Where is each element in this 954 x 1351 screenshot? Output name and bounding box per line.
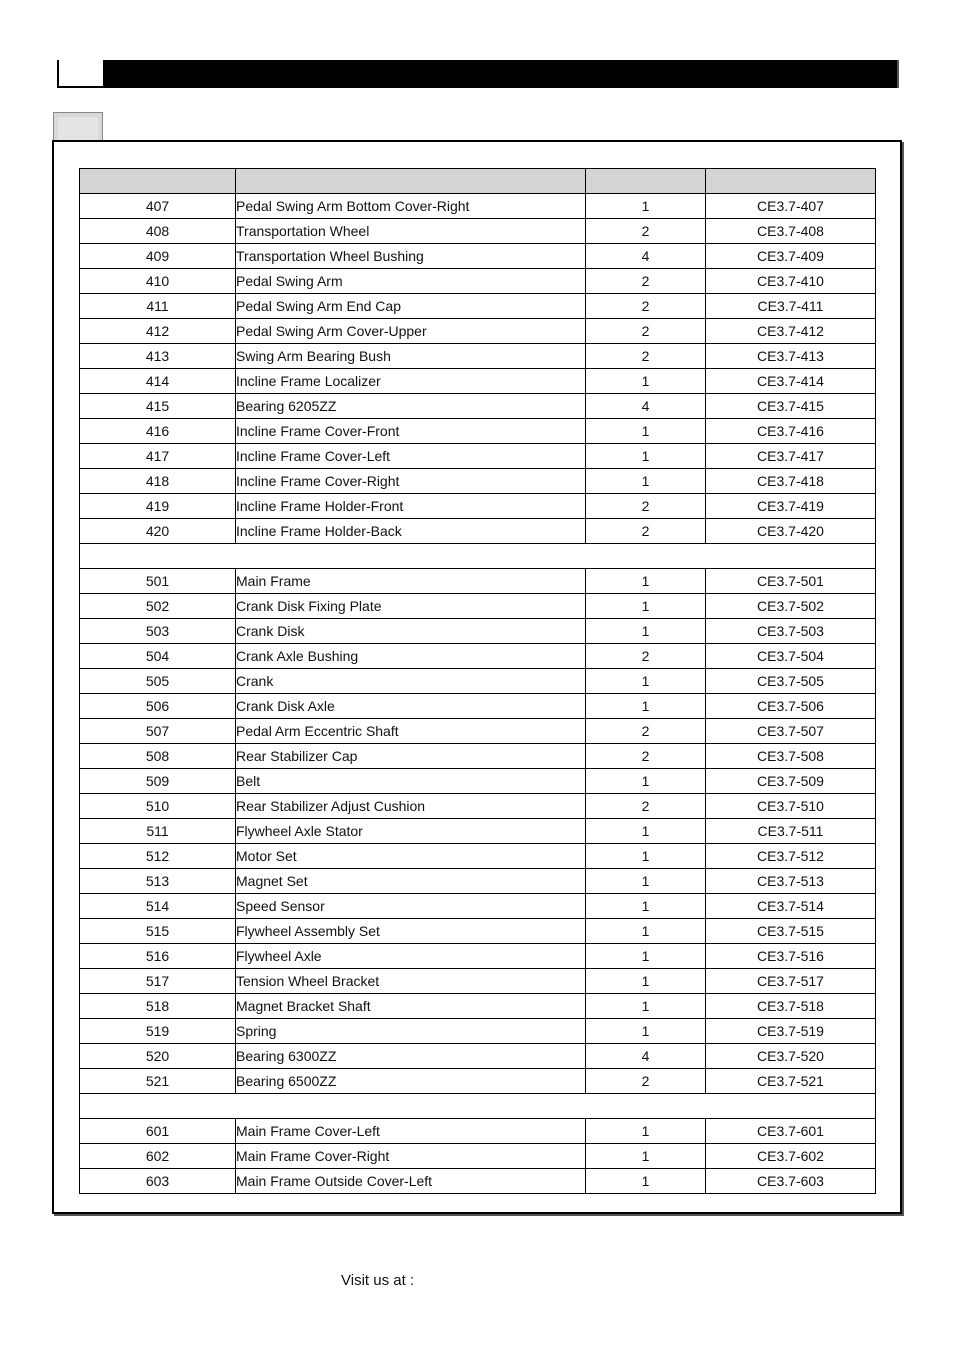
description-cell: Pedal Swing Arm Cover-Upper	[236, 319, 586, 344]
description-cell: Transportation Wheel	[236, 219, 586, 244]
table-row	[80, 419, 876, 444]
description-cell: Belt	[236, 769, 586, 794]
part-number-cell: 417	[80, 444, 236, 469]
part-code-cell: CE3.7-412	[706, 319, 876, 344]
quantity-cell: 1	[586, 994, 706, 1019]
quantity-cell: 2	[586, 644, 706, 669]
part-code-cell: CE3.7-517	[706, 969, 876, 994]
table-row	[80, 369, 876, 394]
quantity-cell: 1	[586, 369, 706, 394]
quantity-cell: 1	[586, 819, 706, 844]
part-number-cell: 514	[80, 894, 236, 919]
quantity-cell: 4	[586, 1044, 706, 1069]
part-code-cell: CE3.7-505	[706, 669, 876, 694]
table-row	[80, 994, 876, 1019]
table-row	[80, 569, 876, 594]
part-number-cell: 504	[80, 644, 236, 669]
part-number-cell: 521	[80, 1069, 236, 1094]
description-cell: Rear Stabilizer Cap	[236, 744, 586, 769]
part-number-cell: 418	[80, 469, 236, 494]
part-code-cell: CE3.7-503	[706, 619, 876, 644]
table-row	[80, 269, 876, 294]
quantity-cell: 2	[586, 494, 706, 519]
part-number-cell: 419	[80, 494, 236, 519]
part-number-cell: 414	[80, 369, 236, 394]
quantity-cell: 2	[586, 319, 706, 344]
part-code-cell: CE3.7-407	[706, 194, 876, 219]
table-group-separator-row	[80, 544, 876, 569]
table-row	[80, 444, 876, 469]
quantity-cell: 2	[586, 744, 706, 769]
quantity-cell: 1	[586, 569, 706, 594]
part-number-cell: 507	[80, 719, 236, 744]
part-number-cell: 516	[80, 944, 236, 969]
part-number-cell: 420	[80, 519, 236, 544]
table-row	[80, 319, 876, 344]
table-row	[80, 394, 876, 419]
part-code-cell: CE3.7-506	[706, 694, 876, 719]
table-row	[80, 844, 876, 869]
quantity-cell: 1	[586, 1019, 706, 1044]
description-cell: Rear Stabilizer Adjust Cushion	[236, 794, 586, 819]
part-code-cell: CE3.7-415	[706, 394, 876, 419]
header-description	[236, 169, 586, 194]
table-row	[80, 719, 876, 744]
table-row	[80, 919, 876, 944]
quantity-cell: 1	[586, 444, 706, 469]
part-number-cell: 513	[80, 869, 236, 894]
footer-visit-text: Visit us at :	[341, 1272, 415, 1289]
part-number-cell: 407	[80, 194, 236, 219]
part-number-cell: 415	[80, 394, 236, 419]
header-corner-box	[57, 60, 103, 88]
table-row	[80, 819, 876, 844]
description-cell: Pedal Arm Eccentric Shaft	[236, 719, 586, 744]
part-number-cell: 413	[80, 344, 236, 369]
quantity-cell: 1	[586, 469, 706, 494]
quantity-cell: 2	[586, 519, 706, 544]
part-code-cell: CE3.7-603	[706, 1169, 876, 1194]
quantity-cell: 2	[586, 1069, 706, 1094]
table-row	[80, 1019, 876, 1044]
table-row	[80, 244, 876, 269]
table-row	[80, 519, 876, 544]
part-number-cell: 515	[80, 919, 236, 944]
quantity-cell: 1	[586, 844, 706, 869]
description-cell: Pedal Swing Arm Bottom Cover-Right	[236, 194, 586, 219]
quantity-cell: 2	[586, 294, 706, 319]
header-title-bar	[103, 60, 899, 88]
quantity-cell: 2	[586, 794, 706, 819]
part-code-cell: CE3.7-414	[706, 369, 876, 394]
quantity-cell: 1	[586, 869, 706, 894]
table-row	[80, 1119, 876, 1144]
description-cell: Swing Arm Bearing Bush	[236, 344, 586, 369]
quantity-cell: 2	[586, 269, 706, 294]
description-cell: Main Frame	[236, 569, 586, 594]
description-cell: Pedal Swing Arm	[236, 269, 586, 294]
table-row	[80, 469, 876, 494]
table-row	[80, 769, 876, 794]
description-cell: Crank Disk Fixing Plate	[236, 594, 586, 619]
table-row	[80, 494, 876, 519]
description-cell: Incline Frame Localizer	[236, 369, 586, 394]
parts-table	[79, 168, 876, 1194]
description-cell: Bearing 6205ZZ	[236, 394, 586, 419]
description-cell: Tension Wheel Bracket	[236, 969, 586, 994]
table-row	[80, 894, 876, 919]
table-row	[80, 194, 876, 219]
quantity-cell: 1	[586, 1144, 706, 1169]
part-code-cell: CE3.7-520	[706, 1044, 876, 1069]
description-cell: Crank Disk Axle	[236, 694, 586, 719]
part-code-cell: CE3.7-514	[706, 894, 876, 919]
description-cell: Main Frame Cover-Left	[236, 1119, 586, 1144]
part-code-cell: CE3.7-501	[706, 569, 876, 594]
part-number-cell: 416	[80, 419, 236, 444]
table-row	[80, 594, 876, 619]
quantity-cell: 1	[586, 594, 706, 619]
table-row	[80, 944, 876, 969]
part-code-cell: CE3.7-409	[706, 244, 876, 269]
table-row	[80, 869, 876, 894]
part-code-cell: CE3.7-419	[706, 494, 876, 519]
description-cell: Crank Axle Bushing	[236, 644, 586, 669]
table-row	[80, 619, 876, 644]
description-cell: Spring	[236, 1019, 586, 1044]
table-row	[80, 744, 876, 769]
parts-table-body	[80, 194, 876, 1194]
quantity-cell: 1	[586, 769, 706, 794]
table-row	[80, 219, 876, 244]
part-number-cell: 410	[80, 269, 236, 294]
part-code-cell: CE3.7-510	[706, 794, 876, 819]
part-number-cell: 520	[80, 1044, 236, 1069]
part-number-cell: 602	[80, 1144, 236, 1169]
part-code-cell: CE3.7-521	[706, 1069, 876, 1094]
table-row	[80, 1044, 876, 1069]
quantity-cell: 1	[586, 419, 706, 444]
description-cell: Incline Frame Holder-Front	[236, 494, 586, 519]
quantity-cell: 4	[586, 244, 706, 269]
quantity-cell: 1	[586, 619, 706, 644]
group-separator-cell	[80, 544, 876, 569]
description-cell: Bearing 6300ZZ	[236, 1044, 586, 1069]
part-number-cell: 601	[80, 1119, 236, 1144]
description-cell: Magnet Bracket Shaft	[236, 994, 586, 1019]
part-code-cell: CE3.7-411	[706, 294, 876, 319]
description-cell: Transportation Wheel Bushing	[236, 244, 586, 269]
table-row	[80, 794, 876, 819]
description-cell: Speed Sensor	[236, 894, 586, 919]
header-quantity	[586, 169, 706, 194]
quantity-cell: 1	[586, 1169, 706, 1194]
part-number-cell: 519	[80, 1019, 236, 1044]
part-code-cell: CE3.7-408	[706, 219, 876, 244]
part-code-cell: CE3.7-504	[706, 644, 876, 669]
part-number-cell: 411	[80, 294, 236, 319]
part-code-cell: CE3.7-601	[706, 1119, 876, 1144]
table-group-separator-row	[80, 1094, 876, 1119]
part-code-cell: CE3.7-511	[706, 819, 876, 844]
quantity-cell: 2	[586, 344, 706, 369]
description-cell: Flywheel Assembly Set	[236, 919, 586, 944]
part-code-cell: CE3.7-516	[706, 944, 876, 969]
header-part-no	[80, 169, 236, 194]
part-code-cell: CE3.7-507	[706, 719, 876, 744]
quantity-cell: 1	[586, 969, 706, 994]
part-number-cell: 511	[80, 819, 236, 844]
part-number-cell: 408	[80, 219, 236, 244]
part-code-cell: CE3.7-508	[706, 744, 876, 769]
quantity-cell: 1	[586, 894, 706, 919]
table-row	[80, 1144, 876, 1169]
quantity-cell: 1	[586, 919, 706, 944]
part-code-cell: CE3.7-509	[706, 769, 876, 794]
quantity-cell: 1	[586, 669, 706, 694]
part-code-cell: CE3.7-512	[706, 844, 876, 869]
part-number-cell: 517	[80, 969, 236, 994]
part-number-cell: 501	[80, 569, 236, 594]
part-code-cell: CE3.7-410	[706, 269, 876, 294]
part-code-cell: CE3.7-413	[706, 344, 876, 369]
part-number-cell: 510	[80, 794, 236, 819]
quantity-cell: 2	[586, 719, 706, 744]
quantity-cell: 1	[586, 694, 706, 719]
quantity-cell: 1	[586, 194, 706, 219]
description-cell: Incline Frame Cover-Right	[236, 469, 586, 494]
part-number-cell: 502	[80, 594, 236, 619]
description-cell: Main Frame Cover-Right	[236, 1144, 586, 1169]
description-cell: Motor Set	[236, 844, 586, 869]
table-row	[80, 294, 876, 319]
part-number-cell: 506	[80, 694, 236, 719]
part-code-cell: CE3.7-519	[706, 1019, 876, 1044]
table-row	[80, 969, 876, 994]
description-cell: Incline Frame Cover-Left	[236, 444, 586, 469]
table-row	[80, 669, 876, 694]
part-code-cell: CE3.7-418	[706, 469, 876, 494]
part-number-cell: 512	[80, 844, 236, 869]
description-cell: Magnet Set	[236, 869, 586, 894]
quantity-cell: 4	[586, 394, 706, 419]
quantity-cell: 2	[586, 219, 706, 244]
part-number-cell: 503	[80, 619, 236, 644]
part-code-cell: CE3.7-417	[706, 444, 876, 469]
part-number-cell: 518	[80, 994, 236, 1019]
part-number-cell: 509	[80, 769, 236, 794]
part-code-cell: CE3.7-602	[706, 1144, 876, 1169]
part-code-cell: CE3.7-515	[706, 919, 876, 944]
description-cell: Incline Frame Cover-Front	[236, 419, 586, 444]
part-number-cell: 508	[80, 744, 236, 769]
quantity-cell: 1	[586, 1119, 706, 1144]
quantity-cell: 1	[586, 944, 706, 969]
table-header-row	[80, 169, 876, 194]
description-cell: Main Frame Outside Cover-Left	[236, 1169, 586, 1194]
part-number-cell: 409	[80, 244, 236, 269]
group-separator-cell	[80, 1094, 876, 1119]
description-cell: Crank Disk	[236, 619, 586, 644]
description-cell: Crank	[236, 669, 586, 694]
description-cell: Incline Frame Holder-Back	[236, 519, 586, 544]
part-number-cell: 412	[80, 319, 236, 344]
table-row	[80, 644, 876, 669]
description-cell: Flywheel Axle Stator	[236, 819, 586, 844]
part-number-cell: 603	[80, 1169, 236, 1194]
part-code-cell: CE3.7-518	[706, 994, 876, 1019]
section-tab	[53, 112, 103, 141]
table-row	[80, 344, 876, 369]
header-part-code	[706, 169, 876, 194]
description-cell: Flywheel Axle	[236, 944, 586, 969]
description-cell: Bearing 6500ZZ	[236, 1069, 586, 1094]
part-code-cell: CE3.7-416	[706, 419, 876, 444]
part-code-cell: CE3.7-502	[706, 594, 876, 619]
table-row	[80, 694, 876, 719]
part-number-cell: 505	[80, 669, 236, 694]
table-row	[80, 1169, 876, 1194]
table-row	[80, 1069, 876, 1094]
part-code-cell: CE3.7-513	[706, 869, 876, 894]
part-code-cell: CE3.7-420	[706, 519, 876, 544]
description-cell: Pedal Swing Arm End Cap	[236, 294, 586, 319]
